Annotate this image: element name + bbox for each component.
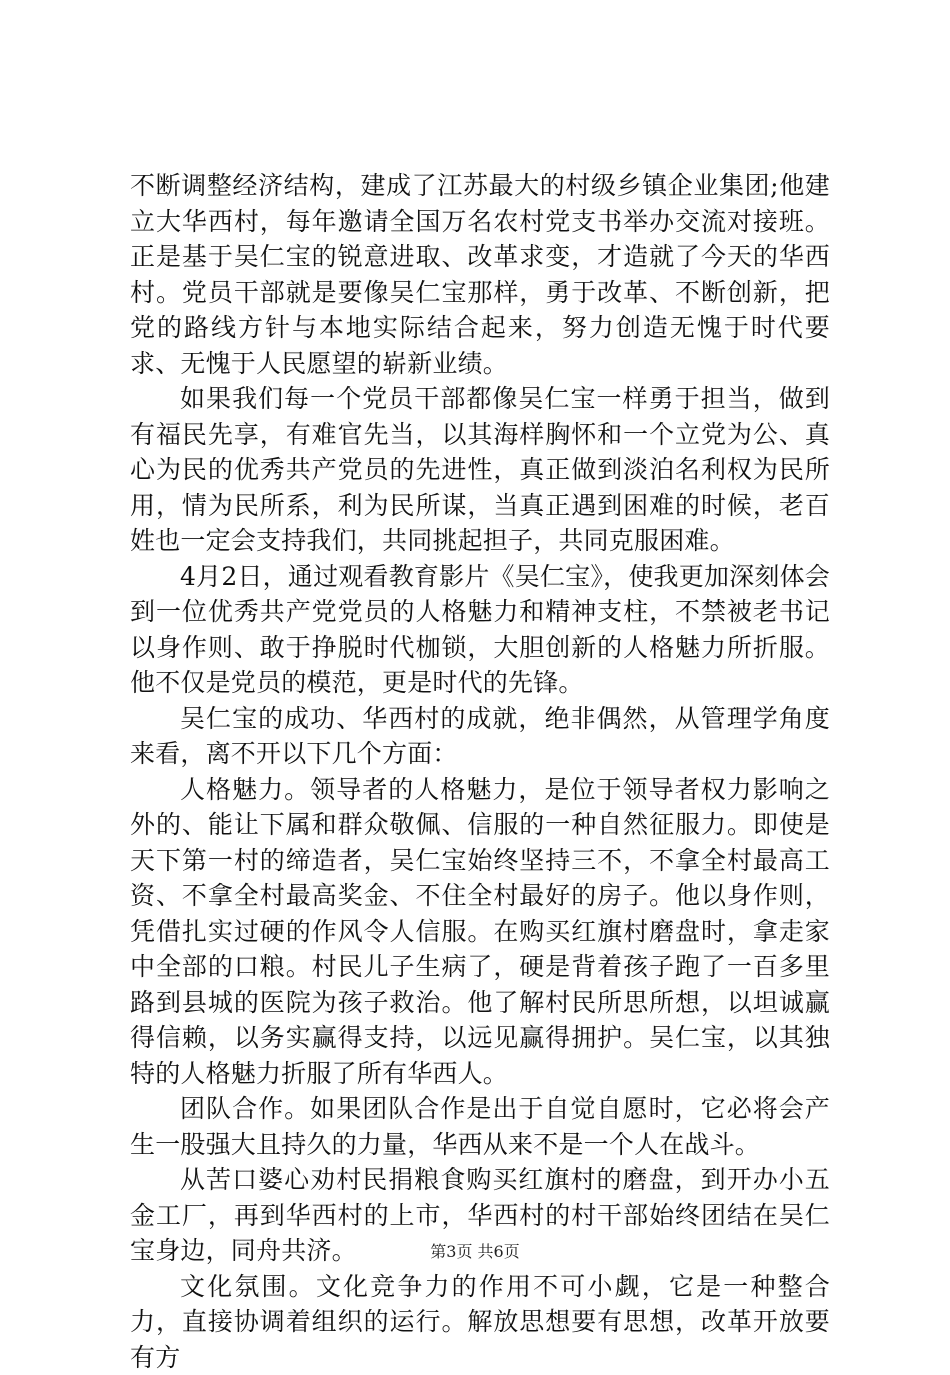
paragraph: 4月2日，通过观看教育影片《吴仁宝》，使我更加深刻体会到一位优秀共产党党员的人格魅力和精神支柱，不禁被老书记以身作则、敢于挣脱时代枷锁，大胆创新的人格魅力所折服。他不仅是党员的模范，更是时代的先锋。 [130,559,830,701]
paragraph: 团队合作。如果团队合作是出于自觉自愿时，它必将会产生一股强大且持久的力量，华西从来不是一个人在战斗。 [130,1091,830,1162]
paragraph: 文化氛围。文化竞争力的作用不可小觑，它是一种整合力，直接协调着组织的运行。解放思想要有思想，改革开放要有方 [130,1269,830,1375]
paragraph: 如果我们每一个党员干部都像吴仁宝一样勇于担当，做到有福民先享，有难官先当，以其海样胸怀和一个立党为公、真心为民的优秀共产党员的先进性，真正做到淡泊名利权为民所用，情为民所系，利为民所谋，当真正遇到困难的时候，老百姓也一定会支持我们，共同挑起担子，共同克服困难。 [130,381,830,559]
paragraph: 吴仁宝的成功、华西村的成就，绝非偶然，从管理学角度来看，离不开以下几个方面： [130,701,830,772]
page-number-footer: 第3页 共6页 [0,1242,950,1262]
paragraph-continuation: 不断调整经济结构，建成了江苏最大的村级乡镇企业集团;他建立大华西村，每年邀请全国万名农村党支书举办交流对接班。正是基于吴仁宝的锐意进取、改革求变，才造就了今天的华西村。党员干部就是要像吴仁宝那样，勇于改革、不断创新，把党的路线方针与本地实际结合起来，努力创造无愧于时代要求、无愧于人民愿望的崭新业绩。 [130,168,830,381]
document-body [130,168,830,1375]
paragraph: 人格魅力。领导者的人格魅力，是位于领导者权力影响之外的、能让下属和群众敬佩、信服的一种自然征服力。即使是天下第一村的缔造者，吴仁宝始终坚持三不，不拿全村最高工资、不拿全村最高奖金、不住全村最好的房子。他以身作则，凭借扎实过硬的作风令人信服。在购买红旗村磨盘时，拿走家中全部的口粮。村民儿子生病了，硬是背着孩子跑了一百多里路到县城的医院为孩子救治。他了解村民所思所想，以坦诚赢得信赖，以务实赢得支持，以远见赢得拥护。吴仁宝，以其独特的人格魅力折服了所有华西人。 [130,772,830,1092]
paragraph: 从苦口婆心劝村民捐粮食购买红旗村的磨盘，到开办小五金工厂，再到华西村的上市，华西村的村干部始终团结在吴仁宝身边，同舟共济。 [130,1162,830,1269]
